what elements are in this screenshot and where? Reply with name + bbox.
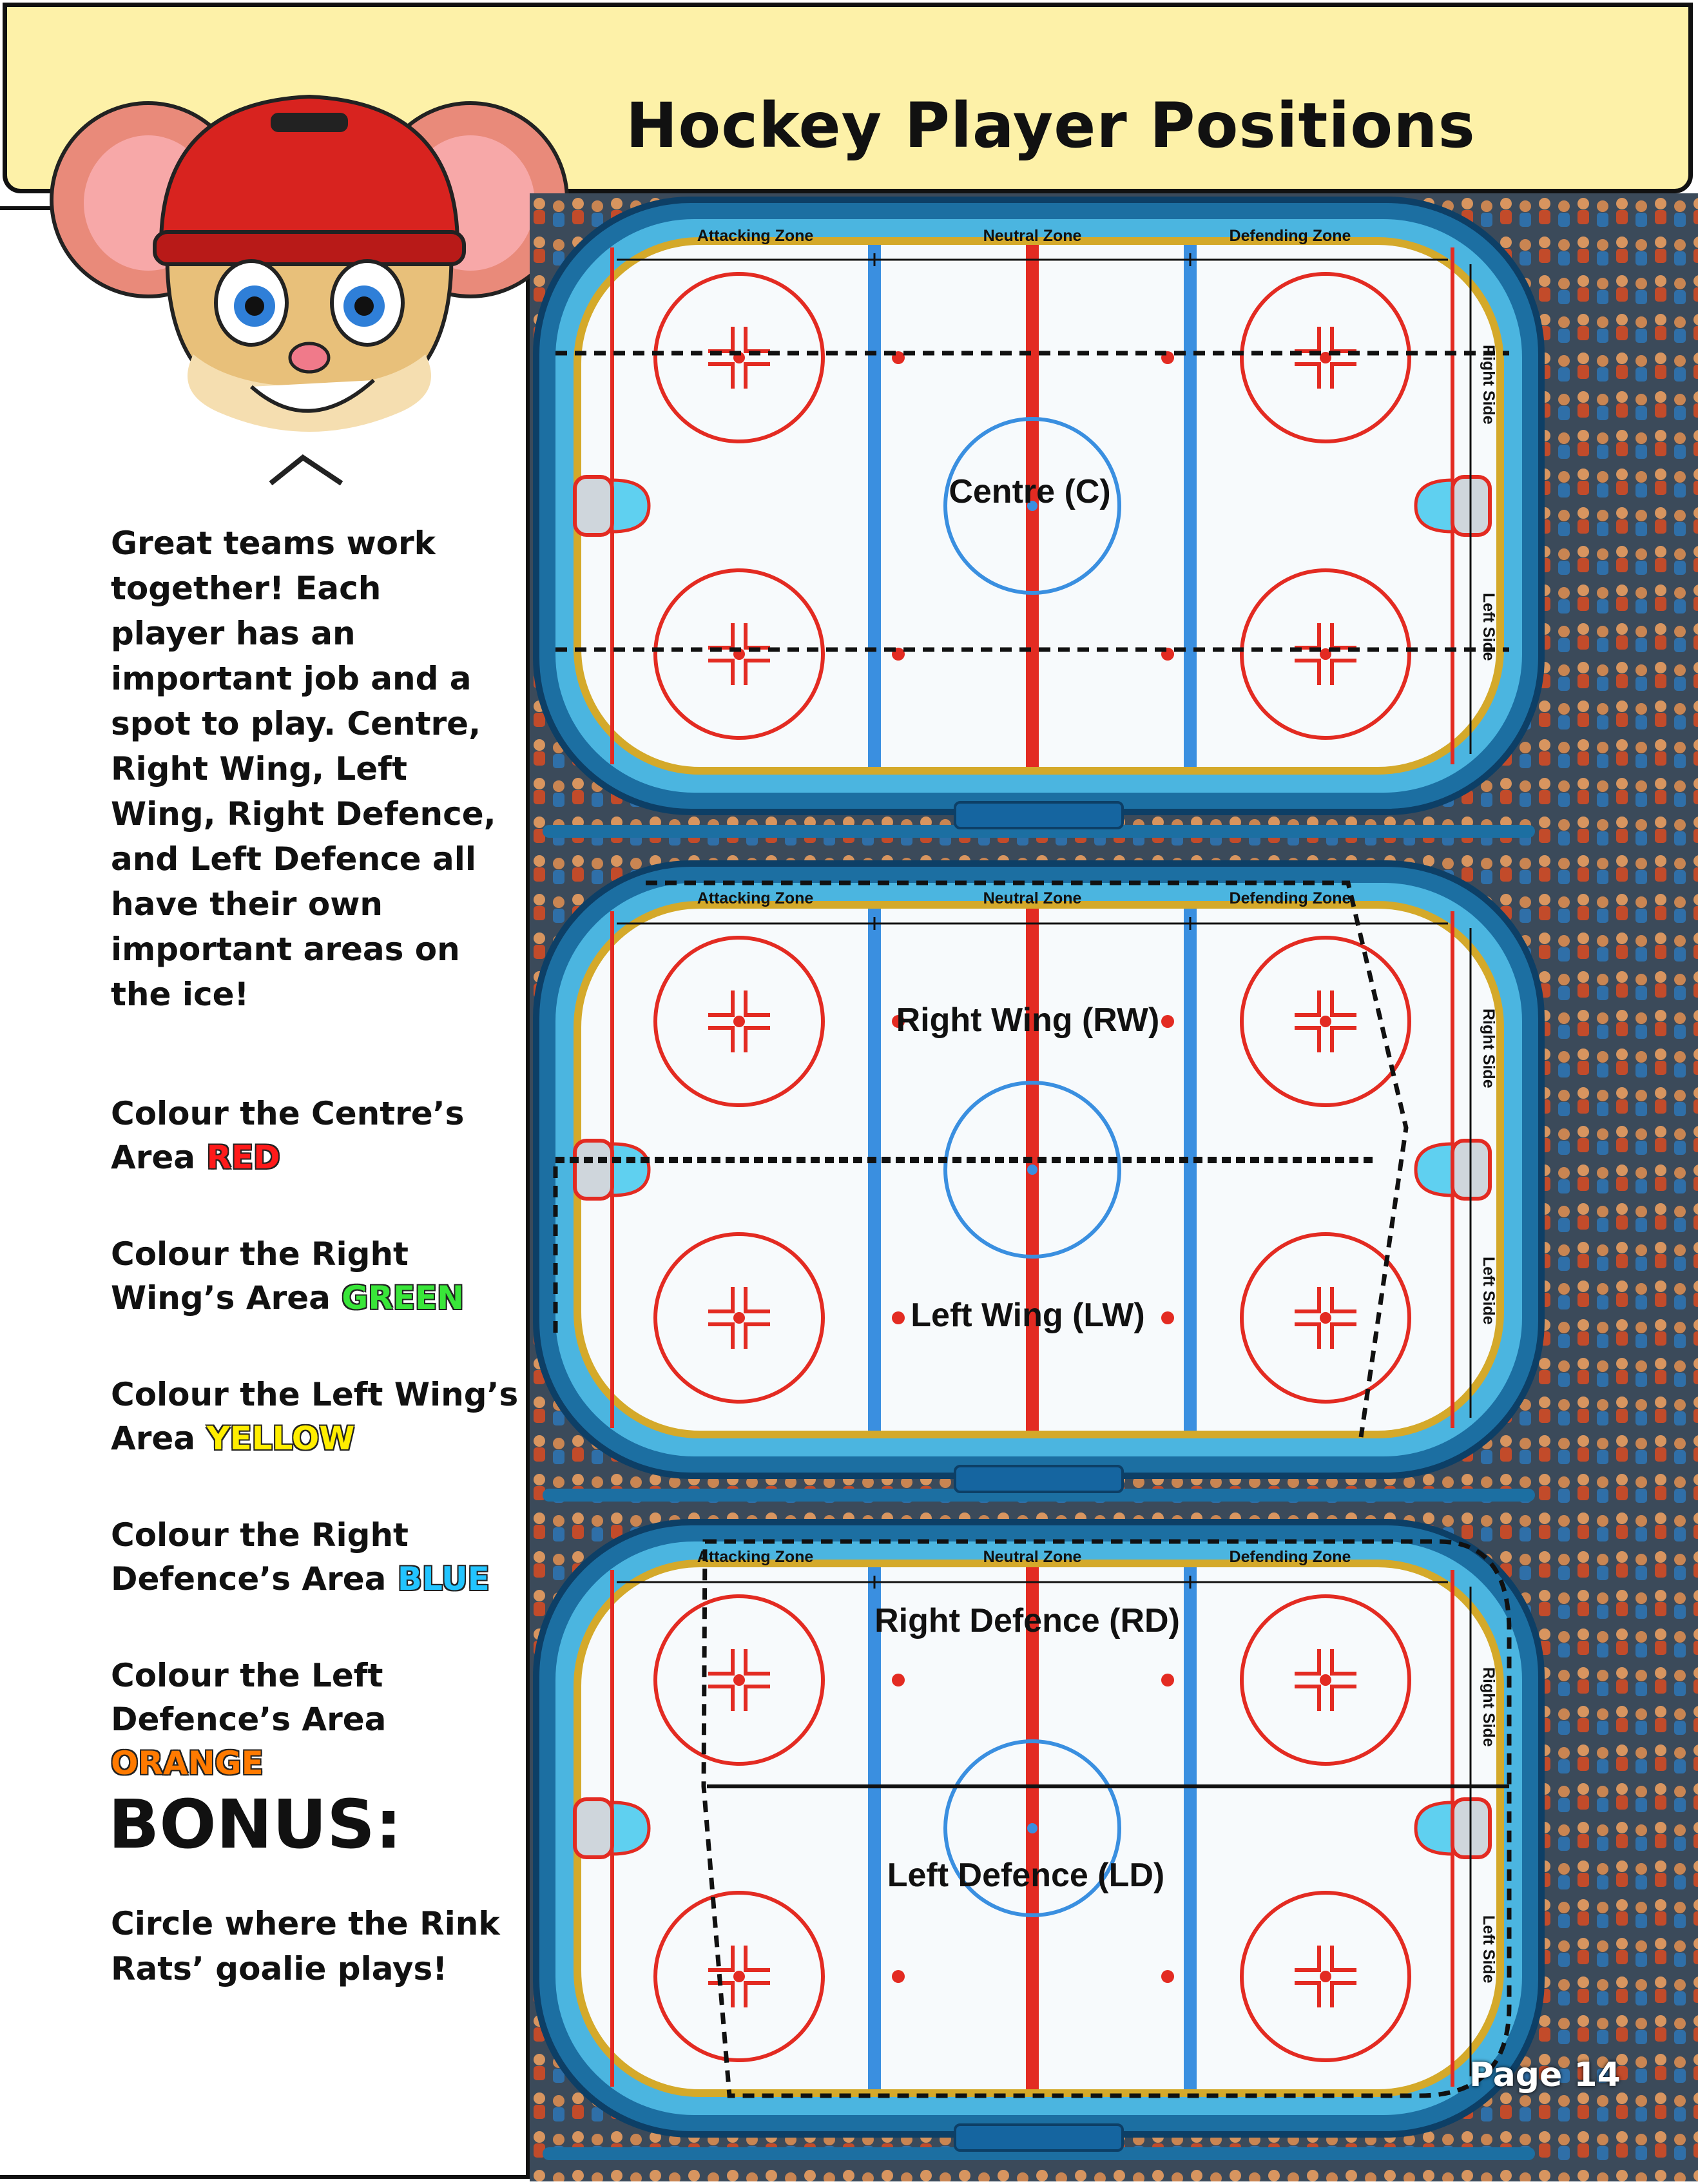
color-word-green: GREEN [342,1279,464,1317]
page-number: Page 14 [1469,2056,1621,2094]
zone-label: Defending Zone [1229,889,1351,907]
zone-label: Neutral Zone [983,1548,1082,1566]
zone-label: Neutral Zone [983,889,1082,907]
zone-label: Defending Zone [1229,1548,1351,1566]
side-label: Left Side [1480,593,1498,661]
page-title: Hockey Player Positions [626,90,1476,162]
side-label: Right Side [1480,345,1498,425]
side-label: Left Side [1480,1257,1498,1325]
instruction-text: Colour the Centre’s Area [111,1095,465,1176]
instruction-text: Colour the Right Defence’s Area [111,1516,409,1598]
instruction-right-wing [111,1232,523,1320]
side-label: Left Side [1480,1915,1498,1984]
rink-centre [536,200,1541,838]
zone-label: Neutral Zone [983,227,1082,245]
instruction-left-defence [111,1654,523,1785]
instruction-text: Colour the Right Wing’s Area [111,1235,409,1317]
rinks-illustration [530,193,1698,2181]
side-label: Right Side [1480,1667,1498,1747]
arena [530,193,1698,2181]
instruction-text: Colour the Left Defence’s Area [111,1657,387,1738]
instruction-left-wing [111,1373,523,1460]
rink-defence [536,1522,1541,2160]
position-label: Left Wing (LW) [911,1297,1145,1334]
zone-label: Defending Zone [1229,227,1351,245]
color-word-yellow: YELLOW [206,1420,355,1457]
zone-label: Attacking Zone [697,889,814,907]
position-label: Left Defence (LD) [887,1857,1165,1894]
color-word-orange: ORANGE [111,1744,264,1782]
zone-label: Attacking Zone [697,227,814,245]
bonus-title: BONUS: [108,1785,402,1864]
position-label: Right Defence (RD) [874,1602,1180,1639]
position-label: Right Wing (RW) [896,1001,1160,1039]
intro-paragraph: Great teams work together! Each player has an important job and a spot to play. Centre, Right Wing, Left Wing, Right Defence, and Left Defence all have their own important areas on the ice! [111,525,496,1013]
position-label: Centre (C) [949,473,1111,510]
instruction-right-defence [111,1513,523,1601]
zone-label: Attacking Zone [697,1548,814,1566]
side-label: Right Side [1480,1009,1498,1088]
bonus-text: Circle where the Rink Rats’ goalie plays! [111,1905,500,1987]
rink-rat-mascot [26,52,593,503]
instruction-text: Colour the Left Wing’s Area [111,1376,519,1457]
color-word-blue: BLUE [397,1560,490,1598]
instruction-centre [111,1092,523,1179]
color-word-red: RED [206,1139,280,1176]
rink-wings [536,864,1541,1502]
